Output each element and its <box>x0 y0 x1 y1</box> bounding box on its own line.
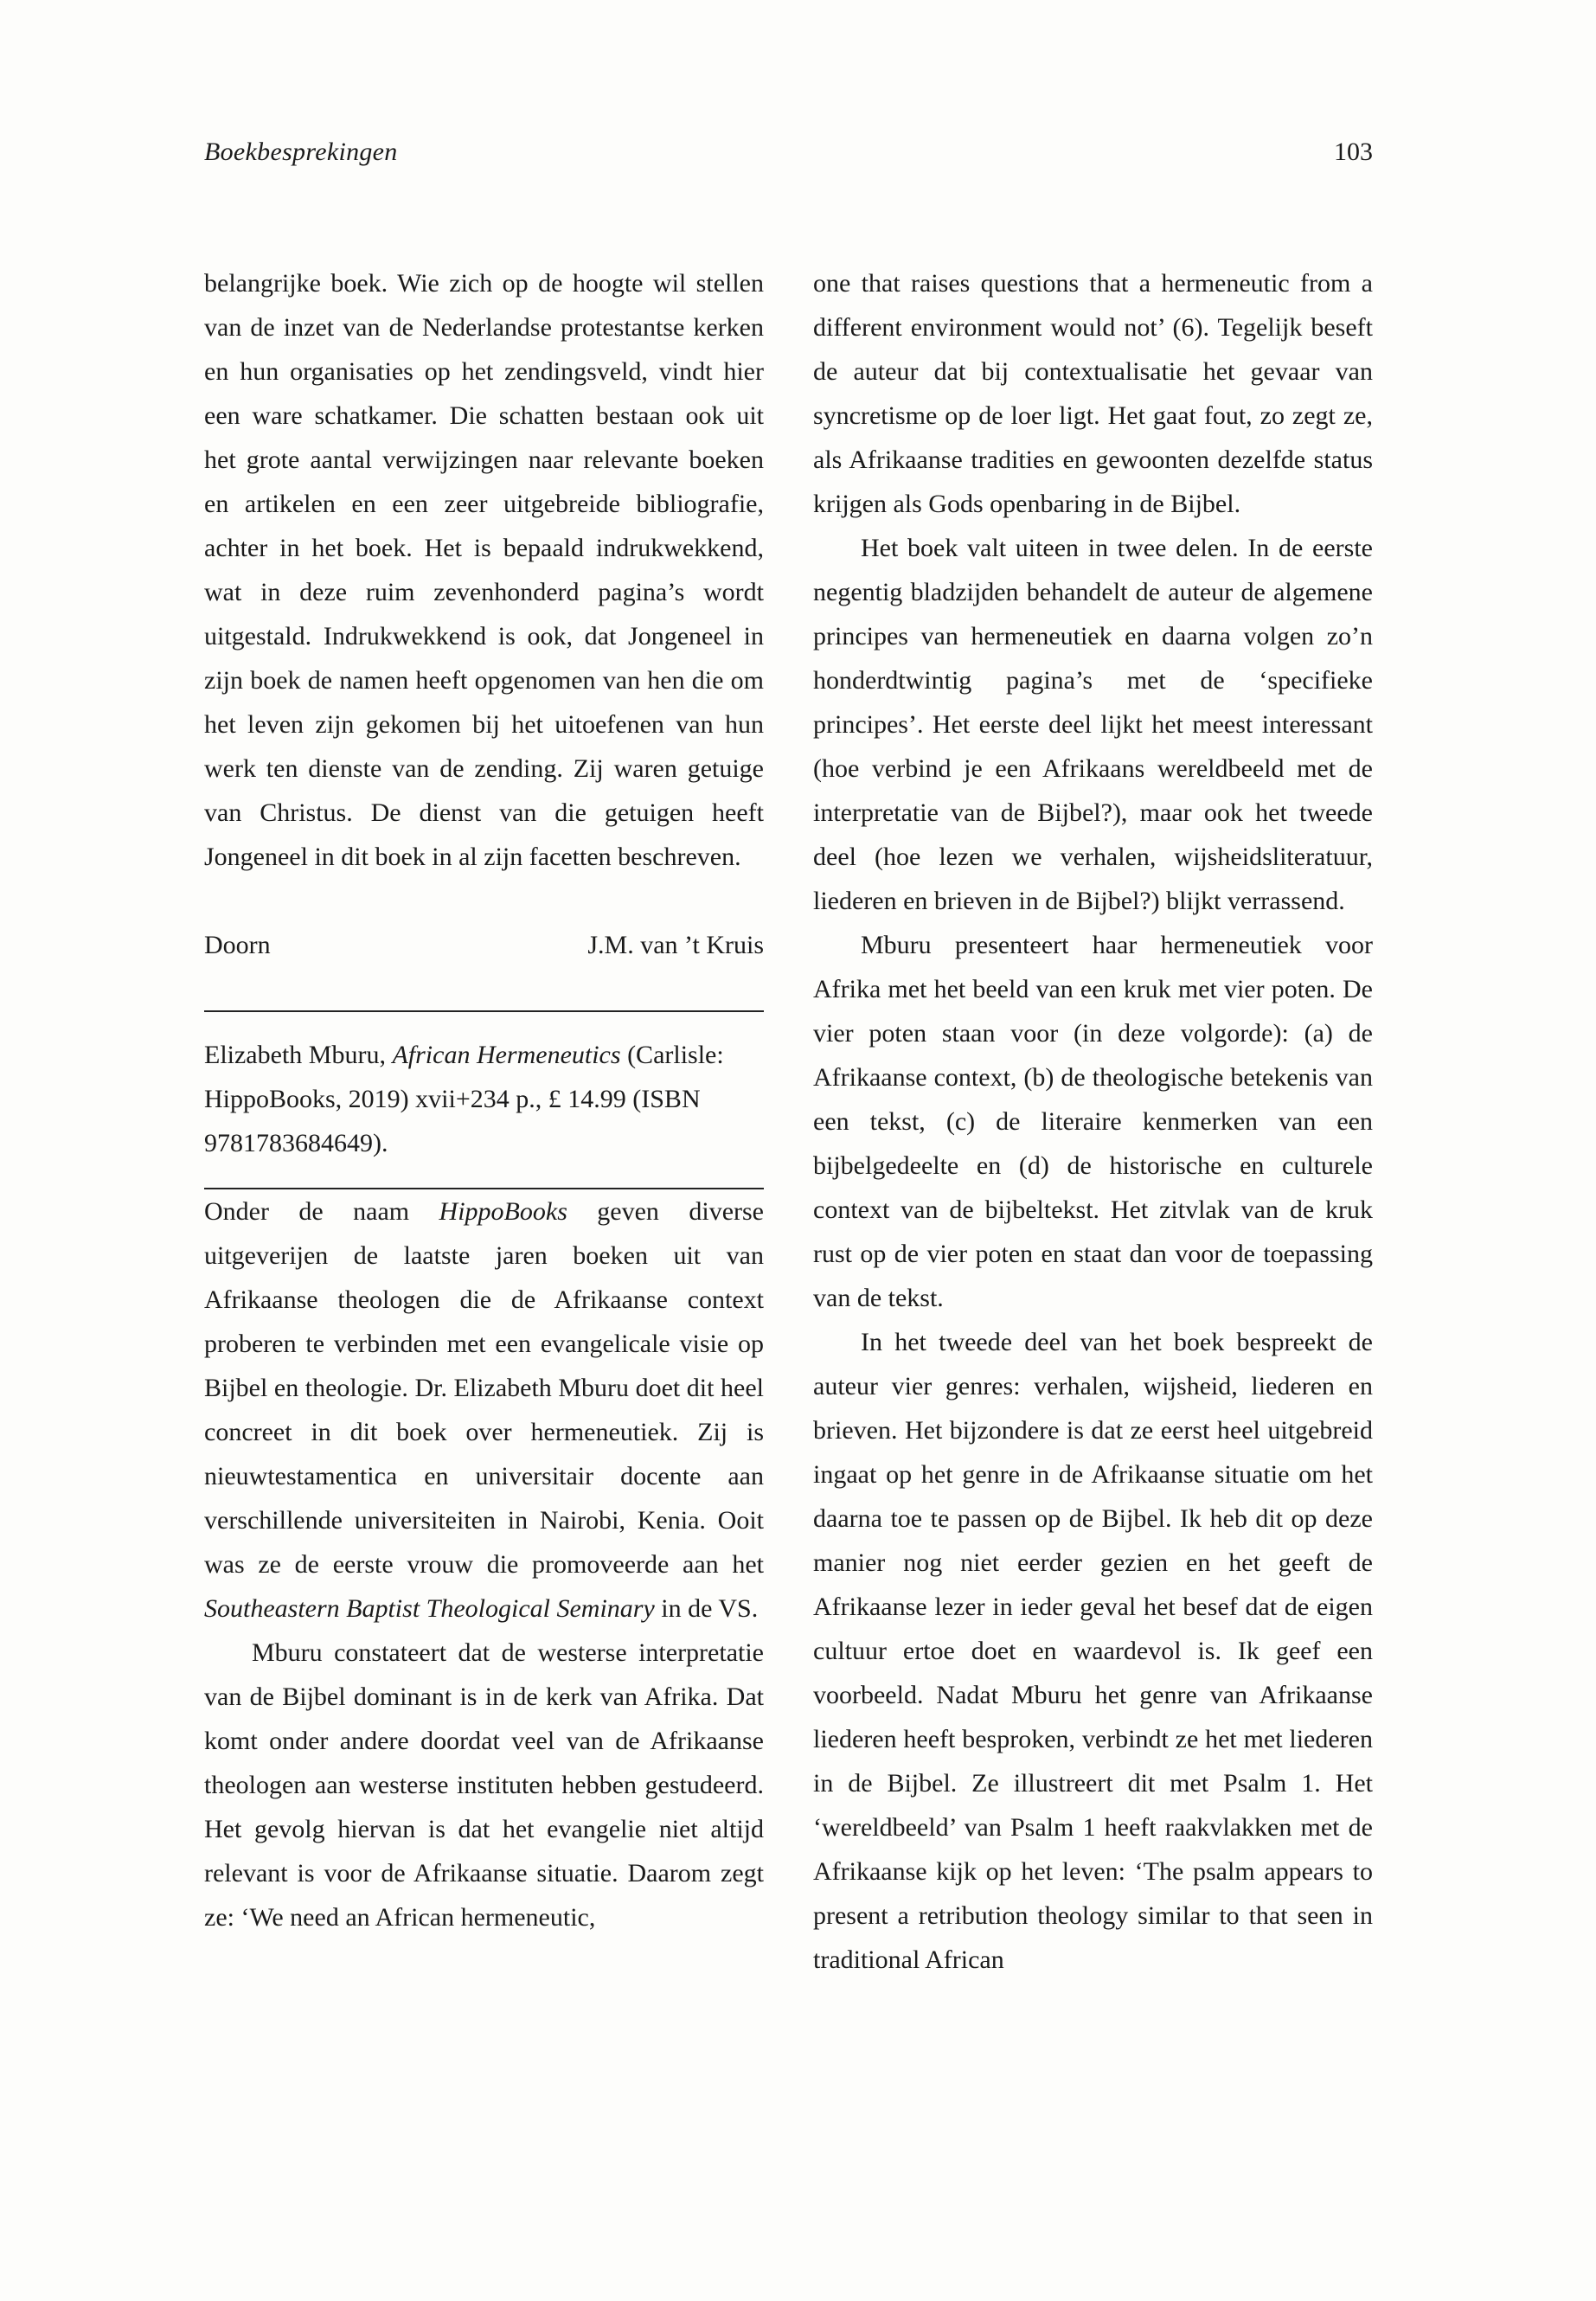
left-column <box>204 261 764 1982</box>
running-header <box>0 0 1596 168</box>
right-paragraph-structure: Het boek valt uiteen in twee delen. In de eerste negentig bladzijden behandelt de auteur de algemene principes van hermeneutiek en daarna volgen zo’n honderdtwintig pagina’s met de ‘specifieke principes’. Het eerste deel lijkt het meest interessant (hoe verbind je een Afrikaans wereldbeeld met de interpretatie van de Bijbel?), maar ook het tweede deel (hoe lezen we verhalen, wijsheidsliteratuur, liederen en brieven in de Bijbel?) blijkt verrassend. <box>813 534 1373 915</box>
page-number: 103 <box>1334 138 1373 166</box>
signature-reviewer-name: J.M. van ’t Kruis <box>587 931 764 959</box>
continued-review-paragraph: belangrijke boek. Wie zich op de hoogte wil stellen van de inzet van de Nederlandse protestantse kerken en hun organisaties op het zendingsveld, vindt hier een ware schatkamer. Die schatten bestaan ook uit het grote aantal verwijzingen naar relevante boeken en artikelen en een zeer uitgebreide bibliografie, achter in het boek. Het is bepaald indrukwekkend, wat in deze ruim zevenhonderd pagina’s wordt uitgestald. Indrukwekkend is ook, dat Jongeneel in zijn boek de namen heeft opgenomen van hen die om het leven zijn gekomen bij het uitoefenen van hun werk ten dienste van de zending. Zij waren getuige van Christus. De dienst van die getuigen heeft Jongeneel in dit boek in al zijn facetten beschreven. <box>204 269 764 871</box>
two-column-body <box>0 261 1596 1982</box>
book-citation <box>204 1033 764 1165</box>
running-header-title: Boekbesprekingen <box>204 138 398 166</box>
citation-publisher-price-isbn: (Carlisle: HippoBooks, 2019) xvii+234 p., £ 14.99 (ISBN 9781783684649). <box>204 1041 724 1157</box>
citation-author: Elizabeth Mburu, <box>204 1041 393 1069</box>
review-signature <box>204 923 764 967</box>
review-p1-italic-seminary: Southeastern Baptist Theological Seminary <box>204 1594 655 1623</box>
citation-divider-top <box>204 1010 764 1012</box>
signature-place: Doorn <box>204 931 271 959</box>
right-paragraph-stool-image: Mburu presenteert haar hermeneutiek voor Afrika met het beeld van een kruk met vier poten. De vier poten staan voor (in deze volgorde): (a) de Afrikaanse context, (b) de theologische betekenis van een tekst, (c) de literaire kenmerken van een bijbelgedeelte en (d) de historische en culturele context van de bijbeltekst. Het zitvlak van de kruk rust op de vier poten en staat dan voor de toepassing van de tekst. <box>813 931 1373 1312</box>
review-paragraph-2: Mburu constateert dat de westerse interpretatie van de Bijbel dominant is in de kerk van Afrika. Dat komt onder andere doordat veel van de Afrikaanse theologen aan westerse instituten hebben gestudeerd. Het gevolg hiervan is dat het evangelie niet altijd relevant is voor de Afrikaanse situatie. Daarom zegt ze: ‘We need an African hermeneutic, <box>204 1638 764 1932</box>
review-p1-text: in de VS. <box>654 1594 759 1623</box>
right-paragraph-continued: one that raises questions that a hermeneutic from a different environment would not’ (6). Tegelijk beseft de auteur dat bij contextualisatie het gevaar van syncretisme op de loer ligt. Het gaat fout, zo zegt ze, als Afrikaanse tradities en gewoonten dezelfde status krijgen als Gods openbaring in de Bijbel. <box>813 269 1373 518</box>
review-paragraph-1 <box>204 1189 764 1631</box>
right-column <box>813 261 1373 1982</box>
right-paragraph-genres: In het tweede deel van het boek bespreekt de auteur vier genres: verhalen, wijsheid, liederen en brieven. Het bijzondere is dat ze eerst heel uitgebreid ingaat op het genre in de Afrikaanse situatie om het daarna toe te passen op de Bijbel. Ik heb dit op deze manier nog niet eerder gezien en het geeft de Afrikaanse lezer in ieder geval het besef dat de eigen cultuur ertoe doet en waardevol is. Ik geef een voorbeeld. Nadat Mburu het genre van Afrikaanse liederen heeft besproken, verbindt ze het met liederen in de Bijbel. Ze illustreert dit met Psalm 1. Het ‘wereldbeeld’ van Psalm 1 heeft raakvlakken met de Afrikaanse kijk op het leven: ‘The psalm appears to present a retribution theology similar to that seen in traditional African <box>813 1328 1373 1974</box>
review-p1-italic-imprint: HippoBooks <box>439 1197 567 1226</box>
citation-book-title: African Hermeneutics <box>392 1041 621 1069</box>
review-p1-text: geven diverse uitgeverijen de laatste jaren boeken uit van Afrikaanse theologen die de Afrikaanse context proberen te verbinden met een evangelicale visie op Bijbel en theologie. Dr. Elizabeth Mburu doet dit heel concreet in dit boek over hermeneutiek. Zij is nieuwtestamentica en universitair docente aan verschillende universiteiten in Nairobi, Kenia. Ooit was ze de eerste vrouw die promoveerde aan het <box>204 1197 764 1579</box>
review-p1-text: Onder de naam <box>204 1197 439 1226</box>
